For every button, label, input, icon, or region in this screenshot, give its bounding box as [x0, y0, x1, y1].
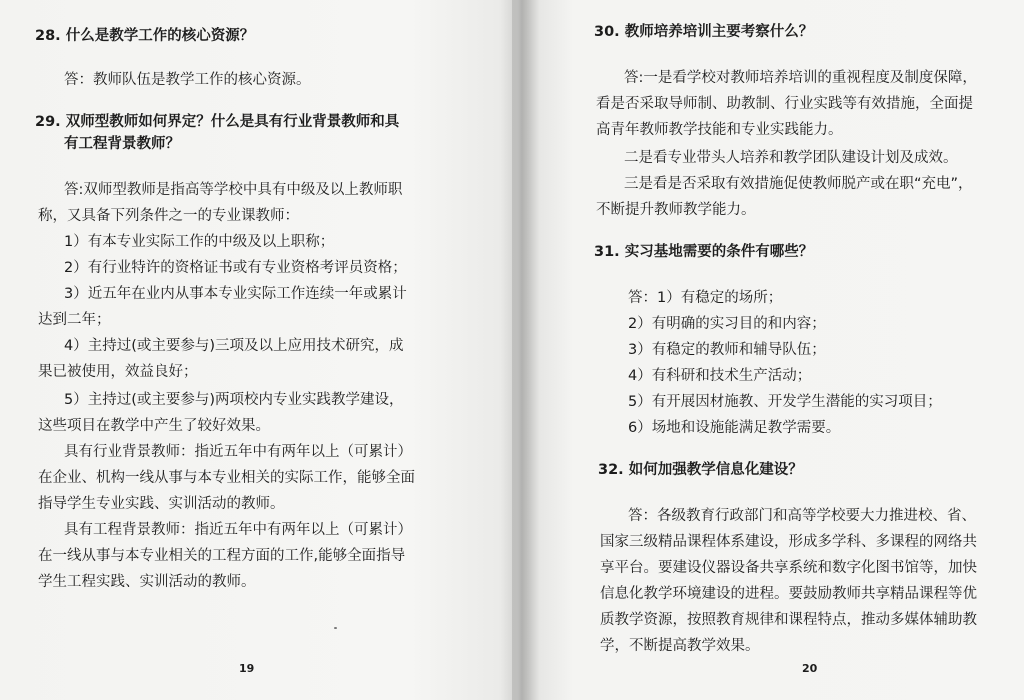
- answer-29-line: 在企业、机构一线从事与本专业相关的实际工作，能够全面: [38, 470, 415, 486]
- answer-29-line: 1）有本专业实际工作的中级及以上职称；: [64, 234, 335, 250]
- answer-29-line: 达到二年；: [38, 312, 111, 328]
- answer-29-line: 5）主持过(或主要参与)两项校内专业实践教学建设，: [64, 392, 404, 408]
- answer-29-line: 在一线从事与本专业相关的工程方面的工作,能够全面指导: [38, 548, 406, 564]
- answer-32-line: 国家三级精品课程体系建设，形成多学科、多课程的网络共: [600, 534, 977, 550]
- answer-29-line: 学生工程实践、实训活动的教师。: [38, 574, 256, 590]
- answer-29-line: 指导学生专业实践、实训活动的教师。: [38, 496, 285, 512]
- answer-28: 答：教师队伍是教学工作的核心资源。: [64, 72, 311, 88]
- answer-31-line: 4）有科研和技术生产活动；: [628, 368, 812, 384]
- answer-30-line: 三是看是否采取有效措施促使教师脱产或在职“充电”，: [624, 176, 973, 192]
- answer-29-line: 具有行业背景教师：指近五年中有两年以上（可累计）: [64, 444, 412, 460]
- answer-29-line: 这些项目在教学中产生了较好效果。: [38, 418, 270, 434]
- answer-30-line: 不断提升教师教学能力。: [596, 202, 756, 218]
- answer-29-line: 3）近五年在业内从事本专业实际工作连续一年或累计: [64, 286, 407, 302]
- answer-31-line: 3）有稳定的教师和辅导队伍；: [628, 342, 826, 358]
- answer-32-line: 信息化教学环境建设的进程。要鼓励教师共享精品课程等优: [600, 586, 977, 602]
- answer-31-line: 6）场地和设施能满足教学需要。: [628, 420, 841, 436]
- answer-32-line: 学，不断提高教学效果。: [600, 638, 760, 654]
- question-32: 32. 如何加强教学信息化建设？: [598, 462, 803, 478]
- answer-31-line: 5）有开展因材施教、开发学生潜能的实习项目；: [628, 394, 942, 410]
- answer-30-line: 看是否采取导师制、助教制、行业实践等有效措施，全面提: [596, 96, 973, 112]
- question-31: 31. 实习基地需要的条件有哪些？: [594, 244, 814, 260]
- answer-30-line: 高青年教师教学技能和专业实践能力。: [596, 122, 843, 138]
- question-30: 30. 教师培养培训主要考察什么？: [594, 24, 814, 40]
- answer-29-line: 具有工程背景教师：指近五年中有两年以上（可累计）: [64, 522, 412, 538]
- question-29-line-1: 29. 双师型教师如何界定？什么是具有行业背景教师和具: [35, 114, 400, 130]
- right-page: [512, 0, 1024, 700]
- book-spine-shadow: [500, 0, 540, 700]
- answer-29-line: 称，又具备下列条件之一的专业课教师：: [38, 208, 299, 224]
- answer-32-line: 答：各级教育行政部门和高等学校要大力推进校、省、: [628, 508, 976, 524]
- page-number: 20: [802, 662, 818, 675]
- answer-29-line: 4）主持过(或主要参与)三项及以上应用技术研究，成: [64, 338, 404, 354]
- question-29-line-2: 有工程背景教师？: [64, 136, 180, 152]
- answer-31-line: 2）有明确的实习目的和内容；: [628, 316, 826, 332]
- answer-29-line: 果已被使用，效益良好；: [38, 364, 198, 380]
- answer-29-line: 2）有行业特许的资格证书或有专业资格考评员资格；: [64, 260, 407, 276]
- answer-29-line: 答:双师型教师是指高等学校中具有中级及以上教师职: [64, 182, 403, 198]
- answer-32-line: 享平台。要建设仪器设备共享系统和数字化图书馆等，加快: [600, 560, 977, 576]
- scan-speck: [334, 627, 337, 629]
- answer-32-line: 质教学资源，按照教育规律和课程特点，推动多媒体辅助教: [600, 612, 977, 628]
- answer-30-line: 二是看专业带头人培养和教学团队建设计划及成效。: [624, 150, 958, 166]
- question-28: 28. 什么是教学工作的核心资源？: [35, 28, 255, 44]
- answer-31-line: 答：1）有稳定的场所；: [628, 290, 783, 306]
- answer-30-line: 答:一是看学校对教师培养培训的重视程度及制度保障，: [624, 70, 977, 86]
- page-number: 19: [239, 662, 255, 675]
